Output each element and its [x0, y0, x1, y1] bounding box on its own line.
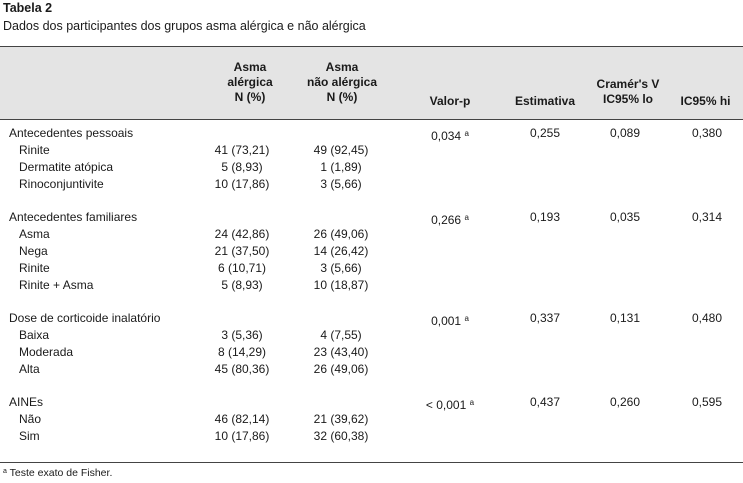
cell-nao-alergica: 4 (7,55) — [320, 328, 362, 342]
row-label: Dermatite atópica — [19, 160, 114, 174]
header-text: N (%) — [234, 90, 266, 104]
row-label: Rinite — [19, 261, 50, 275]
ic95-hi-value: 0,480 — [691, 311, 723, 325]
row-label: Rinite + Asma — [19, 278, 94, 292]
p-value — [415, 395, 485, 413]
p-value-text: 0,001 — [431, 314, 462, 328]
ic95-lo-value: 0,260 — [609, 395, 641, 409]
p-footnote-mark: a — [464, 213, 469, 222]
p-value — [415, 311, 485, 329]
p-value-text: 0,034 — [431, 129, 462, 143]
header-text: alérgica — [227, 75, 273, 89]
table-subtitle: Dados dos participantes dos grupos asma alérgica e não alérgica — [3, 19, 366, 33]
cell-nao-alergica: 26 (49,06) — [313, 362, 369, 376]
footnote-mark: a — [3, 468, 7, 475]
group-label: AINEs — [9, 395, 44, 409]
cell-alergica: 5 (8,93) — [221, 278, 263, 292]
cell-nao-alergica: 23 (43,40) — [313, 345, 369, 359]
cell-alergica: 5 (8,93) — [221, 160, 263, 174]
p-footnote-mark: a — [464, 129, 469, 138]
cell-nao-alergica: 10 (18,87) — [313, 278, 369, 292]
ic95-lo-value: 0,035 — [609, 210, 641, 224]
header-valor-p: Valor-p — [429, 94, 471, 108]
p-footnote-mark: a — [469, 398, 475, 407]
estimativa-value: 0,437 — [529, 395, 561, 409]
cell-nao-alergica: 21 (39,62) — [313, 412, 369, 426]
row-label: Baixa — [19, 328, 50, 342]
row-label: Rinoconjuntivite — [19, 177, 104, 191]
row-label: Rinite — [19, 143, 50, 157]
group-label: Antecedentes pessoais — [9, 126, 134, 140]
ic95-hi-value: 0,595 — [691, 395, 723, 409]
cell-alergica: 24 (42,86) — [214, 227, 270, 241]
row-label: Asma — [19, 227, 50, 241]
p-value-text: 0,266 — [431, 213, 462, 227]
footnote-text: Teste exato de Fisher. — [6, 467, 113, 479]
header-estimativa: Estimativa — [514, 94, 576, 108]
estimativa-value: 0,255 — [529, 126, 561, 140]
cell-nao-alergica: 14 (26,42) — [313, 244, 369, 258]
group-label: Dose de corticoide inalatório — [9, 311, 161, 325]
cell-alergica: 10 (17,86) — [214, 177, 270, 191]
cell-nao-alergica: 3 (5,66) — [320, 261, 362, 275]
estimativa-value: 0,193 — [529, 210, 561, 224]
cell-alergica: 10 (17,86) — [214, 429, 270, 443]
row-label: Moderada — [19, 345, 74, 359]
ic95-lo-value: 0,131 — [609, 311, 641, 325]
p-value — [415, 210, 485, 228]
table-bottom-rule — [0, 462, 743, 463]
header-text: Asma — [325, 60, 359, 74]
header-cramers-v — [583, 77, 673, 107]
ic95-lo-value: 0,089 — [609, 126, 641, 140]
cell-alergica: 41 (73,21) — [214, 143, 270, 157]
cell-alergica: 45 (80,36) — [214, 362, 270, 376]
cell-nao-alergica: 1 (1,89) — [320, 160, 362, 174]
p-value — [415, 126, 485, 144]
header-asma-nao-alergica — [292, 60, 392, 105]
header-text: IC95% lo — [602, 92, 653, 106]
cell-nao-alergica: 3 (5,66) — [320, 177, 362, 191]
cell-nao-alergica: 49 (92,45) — [313, 143, 369, 157]
header-asma-alergica — [205, 60, 295, 105]
header-text: não alérgica — [306, 75, 378, 89]
row-label: Alta — [19, 362, 40, 376]
p-value-text: < 0,001 — [425, 398, 467, 412]
header-text: Asma — [233, 60, 267, 74]
cell-alergica: 6 (10,71) — [217, 261, 267, 275]
estimativa-value: 0,337 — [529, 311, 561, 325]
group-label: Antecedentes familiares — [9, 210, 138, 224]
ic95-hi-value: 0,380 — [691, 126, 723, 140]
cell-nao-alergica: 32 (60,38) — [313, 429, 369, 443]
header-text: Cramér's V — [596, 77, 660, 91]
header-ic95-hi: IC95% hi — [680, 94, 731, 108]
header-text: N (%) — [326, 90, 358, 104]
cell-alergica: 21 (37,50) — [214, 244, 270, 258]
cell-alergica: 8 (14,29) — [217, 345, 267, 359]
row-label: Não — [19, 412, 42, 426]
cell-nao-alergica: 26 (49,06) — [313, 227, 369, 241]
table-footnote — [3, 467, 112, 479]
cell-alergica: 3 (5,36) — [221, 328, 263, 342]
row-label: Sim — [19, 429, 40, 443]
table-title: Tabela 2 — [3, 1, 53, 15]
header-divider — [0, 119, 743, 120]
p-footnote-mark: a — [464, 314, 469, 323]
row-label: Nega — [19, 244, 48, 258]
cell-alergica: 46 (82,14) — [214, 412, 270, 426]
ic95-hi-value: 0,314 — [691, 210, 723, 224]
